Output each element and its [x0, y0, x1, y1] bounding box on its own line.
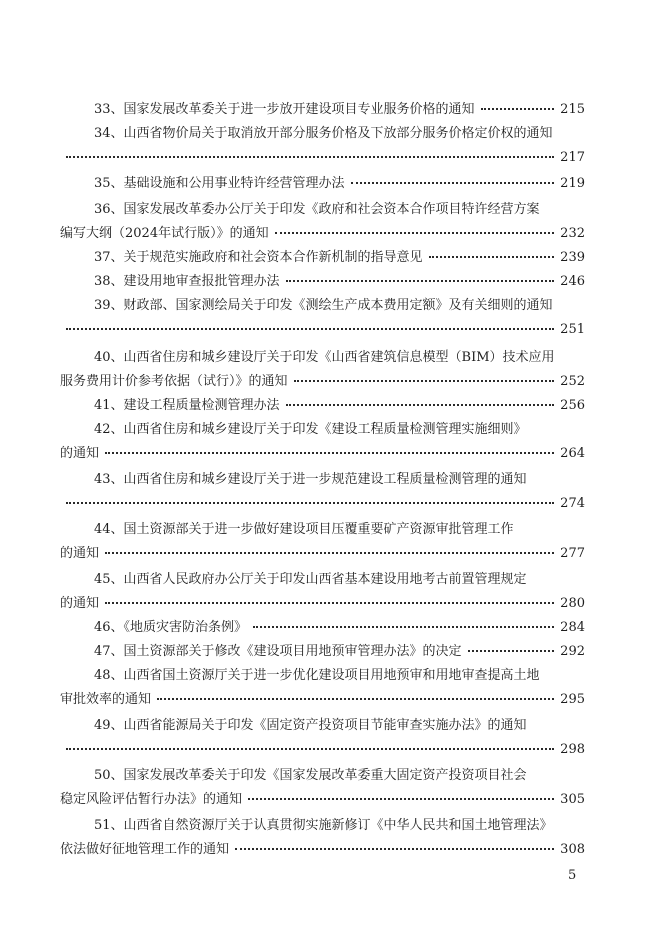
- toc-entry-42: [60, 418, 585, 466]
- toc-entry-44: [60, 518, 585, 566]
- entry-page: 284: [560, 620, 585, 635]
- entry-title-cont: 编写大纲（2024年试行版）》的通知: [60, 226, 269, 241]
- entry-page: 246: [560, 274, 585, 289]
- toc-entry-50: [60, 764, 585, 812]
- leader-dots: [66, 328, 554, 330]
- entry-title: 48、山西省国土资源厅关于进一步优化建设项目用地预审和用地审查提高土地: [94, 668, 540, 683]
- entry-title-cont: 的通知: [60, 546, 100, 561]
- entry-title: 42、山西省住房和城乡建设厅关于印发《建设工程质量检测管理实施细则》: [94, 422, 527, 437]
- toc-entry-39: [60, 294, 585, 342]
- toc-entry-41: [60, 394, 585, 418]
- entry-title: 35、基础设施和公用事业特许经营管理办法: [94, 176, 345, 191]
- entry-title: 39、财政部、国家测绘局关于印发《测绘生产成本费用定额》及有关细则的通知: [94, 298, 553, 313]
- leader-dots: [105, 452, 554, 454]
- entry-title: 40、山西省住房和城乡建设厅关于印发《山西省建筑信息模型（BIM）技术应用: [94, 350, 555, 365]
- toc-entry-43: [60, 468, 585, 516]
- leader-dots: [157, 698, 554, 700]
- toc-entry-37: [60, 246, 585, 270]
- leader-dots: [351, 182, 555, 184]
- leader-dots: [294, 380, 555, 382]
- entry-page: 308: [560, 842, 585, 857]
- entry-title-cont: 依法做好征地管理工作的通知: [60, 842, 230, 857]
- entry-page: 217: [560, 150, 585, 165]
- entry-title: 43、山西省住房和城乡建设厅关于进一步规范建设工程质量检测管理的通知: [94, 472, 527, 487]
- toc-entry-34: [60, 122, 585, 170]
- leader-dots: [253, 626, 554, 628]
- entry-page: 305: [560, 792, 585, 807]
- leader-dots: [468, 650, 555, 652]
- entry-page: 298: [560, 742, 585, 757]
- toc-entry-46: [60, 616, 585, 640]
- entry-title: 45、山西省人民政府办公厅关于印发山西省基本建设用地考古前置管理规定: [94, 572, 527, 587]
- leader-dots: [286, 280, 555, 282]
- entry-title-cont: 审批效率的通知: [60, 692, 152, 707]
- entry-page: 256: [560, 398, 585, 413]
- entry-page: 280: [560, 596, 585, 611]
- page-number: 5: [568, 868, 577, 883]
- entry-title: 33、国家发展改革委关于进一步放开建设项目专业服务价格的通知: [94, 102, 475, 117]
- entry-page: 295: [560, 692, 585, 707]
- entry-title: 47、国土资源部关于修改《建设项目用地预审管理办法》的决定: [94, 644, 462, 659]
- entry-page: 252: [560, 374, 585, 389]
- entry-page: 239: [560, 250, 585, 265]
- leader-dots: [66, 502, 554, 504]
- leader-dots: [66, 748, 554, 750]
- toc-entry-38: [60, 270, 585, 294]
- leader-dots: [105, 552, 554, 554]
- toc-entry-45: [60, 568, 585, 616]
- entry-title: 36、国家发展改革委办公厅关于印发《政府和社会资本合作项目特许经营方案: [94, 202, 540, 217]
- toc-entry-47: [60, 640, 585, 664]
- toc-entry-40: [60, 346, 585, 394]
- leader-dots: [286, 404, 555, 406]
- entry-title-cont: 的通知: [60, 446, 100, 461]
- entry-page: 274: [560, 496, 585, 511]
- leader-dots: [235, 848, 554, 850]
- entry-title: 34、山西省物价局关于取消放开部分服务价格及下放部分服务价格定价权的通知: [94, 126, 553, 141]
- entry-title-cont: 服务费用计价参考依据（试行）》的通知: [60, 374, 288, 389]
- entry-title: 41、建设工程质量检测管理办法: [94, 398, 280, 413]
- leader-dots: [105, 602, 554, 604]
- entry-title: 46、《地质灾害防治条例》: [94, 620, 248, 635]
- leader-dots: [248, 798, 554, 800]
- toc-entry-36: [60, 198, 585, 246]
- toc-entry-51: [60, 814, 585, 862]
- leader-dots: [429, 256, 555, 258]
- entry-page: 232: [560, 226, 585, 241]
- toc-entry-49: [60, 714, 585, 762]
- entry-title-cont: 稳定风险评估暂行办法》的通知: [60, 792, 243, 807]
- entry-title-cont: 的通知: [60, 596, 100, 611]
- entry-page: 251: [560, 322, 585, 337]
- entry-page: 264: [560, 446, 585, 461]
- entry-title: 51、山西省自然资源厅关于认真贯彻实施新修订《中华人民共和国土地管理法》: [94, 818, 553, 833]
- toc-entry-33: [60, 98, 585, 122]
- entry-page: 292: [560, 644, 585, 659]
- entry-title: 38、建设用地审查报批管理办法: [94, 274, 280, 289]
- entry-page: 277: [560, 546, 585, 561]
- toc-entry-48: [60, 664, 585, 712]
- entry-title: 49、山西省能源局关于印发《固定资产投资项目节能审查实施办法》的通知: [94, 718, 527, 733]
- leader-dots: [275, 232, 555, 234]
- entry-title: 50、国家发展改革委关于印发《国家发展改革委重大固定资产投资项目社会: [94, 768, 527, 783]
- leader-dots: [66, 156, 554, 158]
- entry-title: 37、关于规范实施政府和社会资本合作新机制的指导意见: [94, 250, 423, 265]
- toc-entry-35: [60, 172, 585, 196]
- entry-page: 219: [560, 176, 585, 191]
- leader-dots: [481, 108, 555, 110]
- entry-title: 44、国土资源部关于进一步做好建设项目压覆重要矿产资源审批管理工作: [94, 522, 514, 537]
- entry-page: 215: [560, 102, 585, 117]
